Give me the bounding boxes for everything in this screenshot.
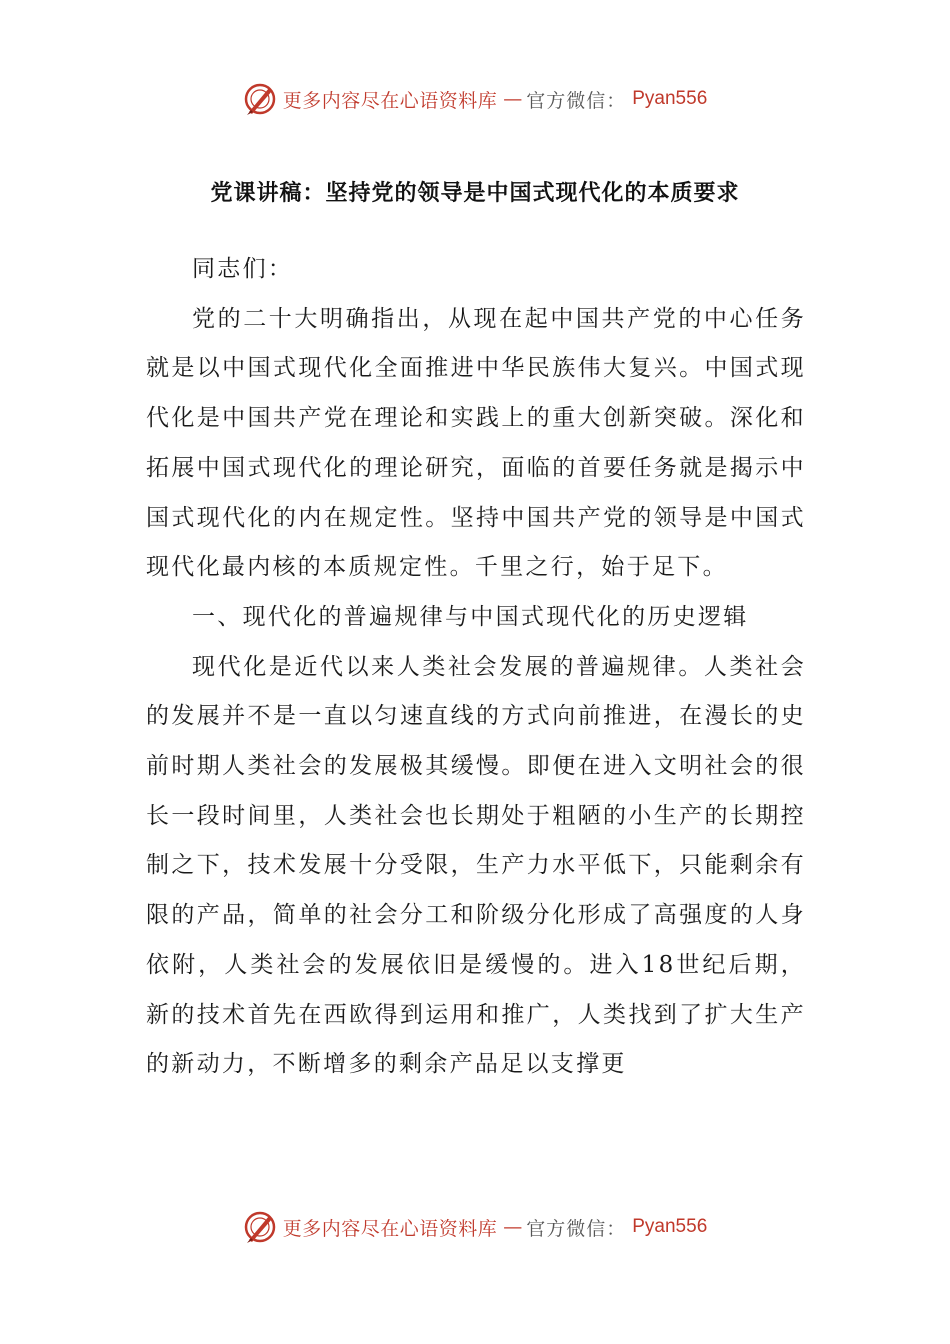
document-body: [146, 245, 806, 1090]
banner-wechat-id: Pyan556: [632, 1216, 708, 1237]
banner-wechat-label: 官方微信：: [526, 89, 627, 112]
document-title: 党课讲稿：坚持党的领导是中国式现代化的本质要求: [210, 181, 740, 206]
pen-logo-icon: [243, 1210, 277, 1244]
banner-wechat-id: Pyan556: [632, 88, 708, 109]
section-heading: 一、现代化的普遍规律与中国式现代化的历史逻辑: [192, 603, 749, 630]
paragraph-intro: 党的二十大明确指出，从现在起中国共产党的中心任务就是以中国式现代化全面推进中华民族伟大复兴。中国式现代化是中国共产党在理论和实践上的重大创新突破。深化和拓展中国式现代化的理论研究，面临的首要任务就是揭示中国式现代化的内在规定性。坚持中国共产党的领导是中国式现代化最内核的本质规定性。千里之行，始于足下。: [146, 305, 806, 581]
header-banner: [0, 82, 950, 116]
banner-brand-text: 更多内容尽在心语资料库: [282, 1217, 498, 1240]
banner-dash: —: [503, 1216, 521, 1238]
banner-brand-text: 更多内容尽在心语资料库: [282, 89, 498, 112]
footer-banner: [0, 1210, 950, 1244]
banner-wechat-label: 官方微信：: [526, 1217, 627, 1240]
paragraph-modernization: 现代化是近代以来人类社会发展的普遍规律。人类社会的发展并不是一直以匀速直线的方式向前推进，在漫长的史前时期人类社会的发展极其缓慢。即便在进入文明社会的很长一段时间里，人类社会也长期处于粗陋的小生产的长期控制之下，技术发展十分受限，生产力水平低下，只能剩余有限的产品，简单的社会分工和阶级分化形成了高强度的人身依附，人类社会的发展依旧是缓慢的。进入18世纪后期，新的技术首先在西欧得到运用和推广，人类找到了扩大生产的新动力，不断增多的剩余产品足以支撑更: [146, 653, 806, 1078]
greeting: 同志们：: [192, 256, 294, 282]
pen-logo-icon: [243, 82, 277, 116]
banner-dash: —: [503, 88, 521, 110]
